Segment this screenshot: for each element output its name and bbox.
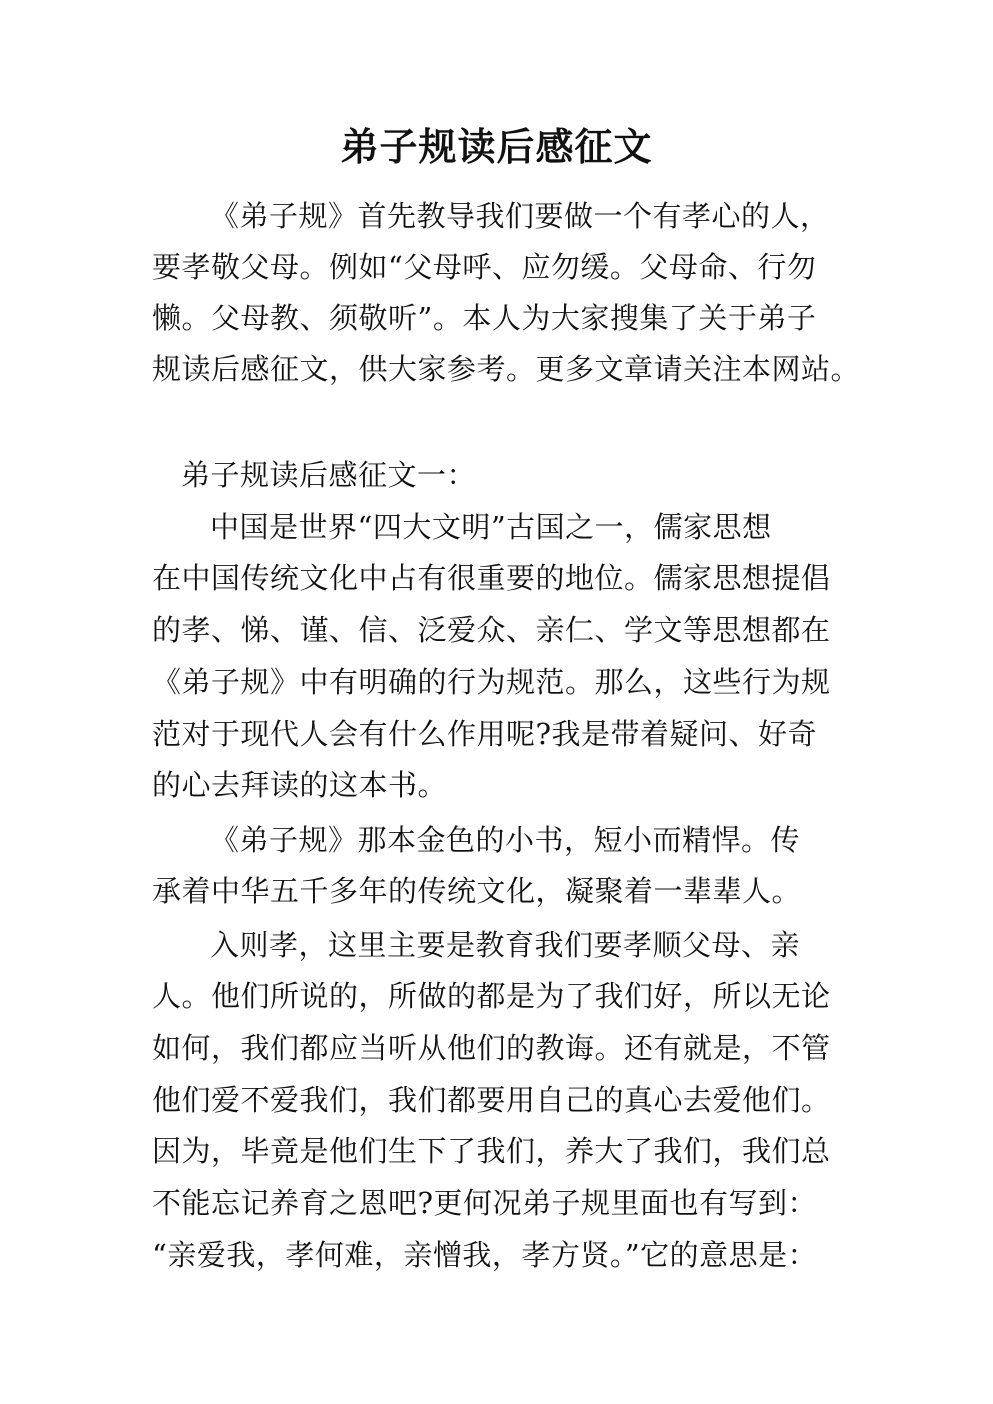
paragraph-line: 在中国传统文化中占有很重要的地位。儒家思想提倡 [152,561,831,595]
document-title: 弟子规读后感征文 [340,125,653,169]
paragraph-line: 中国是世界“四大文明”古国之一，儒家思想 [210,510,772,544]
paragraph-line: 承着中华五千多年的传统文化，凝聚着一辈辈人。 [152,874,802,908]
paragraph-line: 范对于现代人会有什么作用呢?我是带着疑问、好奇 [152,717,818,751]
section-heading: 弟子规读后感征文一： [181,458,477,492]
intro-line: 规读后感征文，供大家参考。更多文章请关注本网站。 [152,352,861,386]
paragraph-line: 入则孝，这里主要是教育我们要孝顺父母、亲 [210,928,801,962]
paragraph-line: 《弟子规》那本金色的小书，短小而精悍。传 [210,823,801,857]
paragraph-line: “亲爱我，孝何难，亲憎我，孝方贤。”它的意思是： [152,1238,818,1272]
paragraph-line: 《弟子规》中有明确的行为规范。那么，这些行为规 [152,665,831,699]
paragraph-line: 不能忘记养育之恩吧?更何况弟子规里面也有写到： [152,1186,818,1220]
intro-line: 《弟子规》首先教导我们要做一个有孝心的人， [210,199,830,233]
paragraph-line: 如何，我们都应当听从他们的教诲。还有就是，不管 [152,1031,831,1065]
paragraph-line: 的孝、悌、谨、信、泛爱众、亲仁、学文等思想都在 [152,613,831,647]
intro-line: 懒。父母教、须敬听”。本人为大家搜集了关于弟子 [152,301,817,335]
paragraph-line: 他们爱不爱我们，我们都要用自己的真心去爱他们。 [152,1083,831,1117]
intro-line: 要孝敬父母。例如“父母呼、应勿缓。父母命、行勿 [152,250,817,284]
paragraph-line: 的心去拜读的这本书。 [152,768,448,802]
paragraph-line: 因为，毕竟是他们生下了我们，养大了我们，我们总 [152,1134,831,1168]
paragraph-line: 人。他们所说的，所做的都是为了我们好，所以无论 [152,979,831,1013]
